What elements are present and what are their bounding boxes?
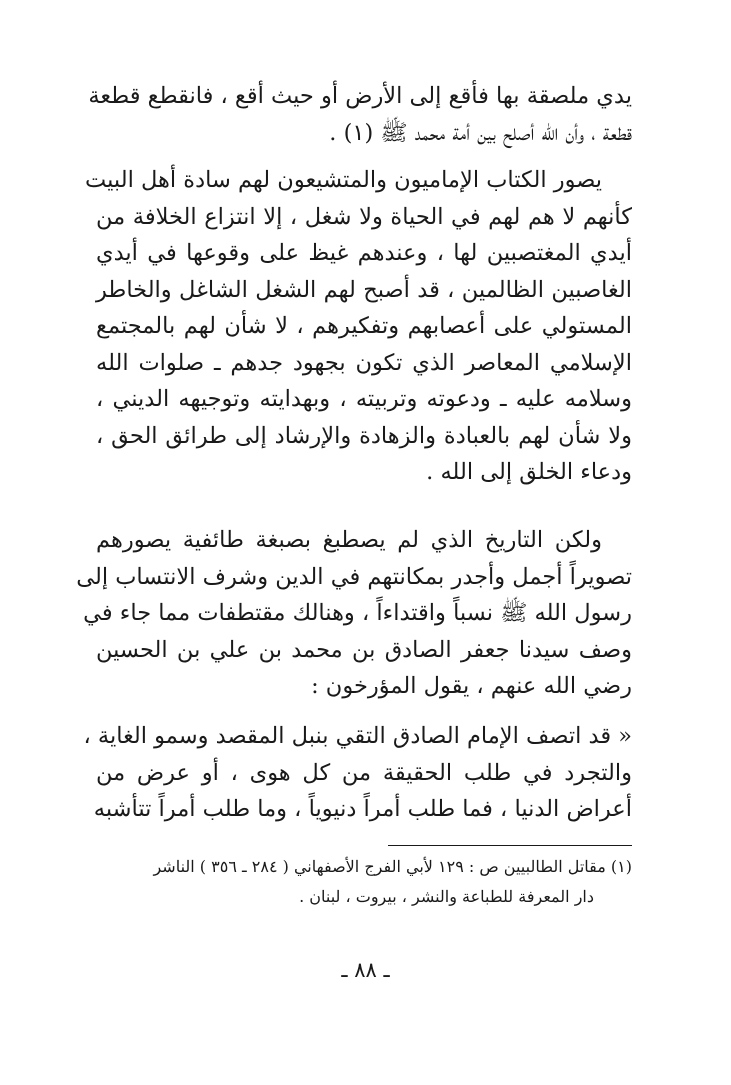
text-line: أعراض الدنيا ، فما طلب أمراً دنيوياً ، وما طلب أمراً تتأشبه xyxy=(93,796,632,822)
text-line: كأنهم لا هم لهم في الحياة ولا شغل ، إلا انتزاع الخلافة من xyxy=(96,203,632,230)
page-number: ـ ٨٨ ـ xyxy=(341,958,390,982)
text-line: أيدي المغتصبين لها ، وعندهم غيظ على وقوعها في أيدي xyxy=(96,240,632,266)
text-line: وسلامه عليه ـ ودعوته وتربيته ، وبهدايته وتوجيهه الديني ، xyxy=(96,386,632,412)
text-line: يصور الكتاب الإماميون والمتشيعون لهم سادة أهل البيت xyxy=(85,167,602,193)
text-line: رسول الله ﷺ نسباً واقتداءاً ، وهنالك مقتطفات مما جاء في xyxy=(83,600,632,626)
paragraph-quotation xyxy=(83,718,632,828)
text-line: تصويراً أجمل وأجدر بمكانتهم في الدين وشرف الانتساب إلى xyxy=(76,563,632,590)
text-line: قطعة ، وأن الله أصلح بين أمة محمد ﷺ (١) . xyxy=(329,119,632,146)
text-line: الغاصبين الظالمين ، قد أصبح لهم الشغل الشاغل والخاطر xyxy=(96,276,632,303)
text-line: والتجرد في طلب الحقيقة من كل هوى ، أو عرض من xyxy=(96,759,632,786)
text-line: ودعاء الخلق إلى الله . xyxy=(426,459,632,485)
text-line: الإسلامي المعاصر الذي تكون بجهود جدهم ـ صلوات الله xyxy=(96,349,632,376)
paragraph-history xyxy=(76,522,632,705)
footnote-divider xyxy=(388,845,632,846)
footnote-line: (١) مقاتل الطالبيين ص : ١٢٩ لأبي الفرج الأصفهاني ( ٢٨٤ ـ ٣٥٦ ) الناشر xyxy=(153,857,632,876)
text-line: وصف سيدنا جعفر الصادق بن محمد بن علي بن الحسين xyxy=(96,636,632,663)
text-line: « قد اتصف الإمام الصادق التقي بنبل المقصد وسمو الغاية ، xyxy=(83,723,632,749)
text-line: يدي ملصقة بها فأقع إلى الأرض أو حيث أقع ، فانقطع قطعة xyxy=(88,83,632,109)
footnote xyxy=(96,852,632,912)
footnote-line: دار المعرفة للطباعة والنشر ، بيروت ، لبنان . xyxy=(299,887,594,906)
paragraph-imami-writers xyxy=(85,162,632,491)
paragraph-continuation xyxy=(88,78,632,151)
text-line: رضي الله عنهم ، يقول المؤرخون : xyxy=(311,673,632,699)
text-line: ولكن التاريخ الذي لم يصطبغ بصبغة طائفية يصورهم xyxy=(96,527,602,553)
text-line: المستولي على أعصابهم وتفكيرهم ، لا شأن لهم بالمجتمع xyxy=(96,313,632,339)
text-line: ولا شأن لهم بالعبادة والزهادة والإرشاد إلى طرائق الحق ، xyxy=(96,422,632,449)
